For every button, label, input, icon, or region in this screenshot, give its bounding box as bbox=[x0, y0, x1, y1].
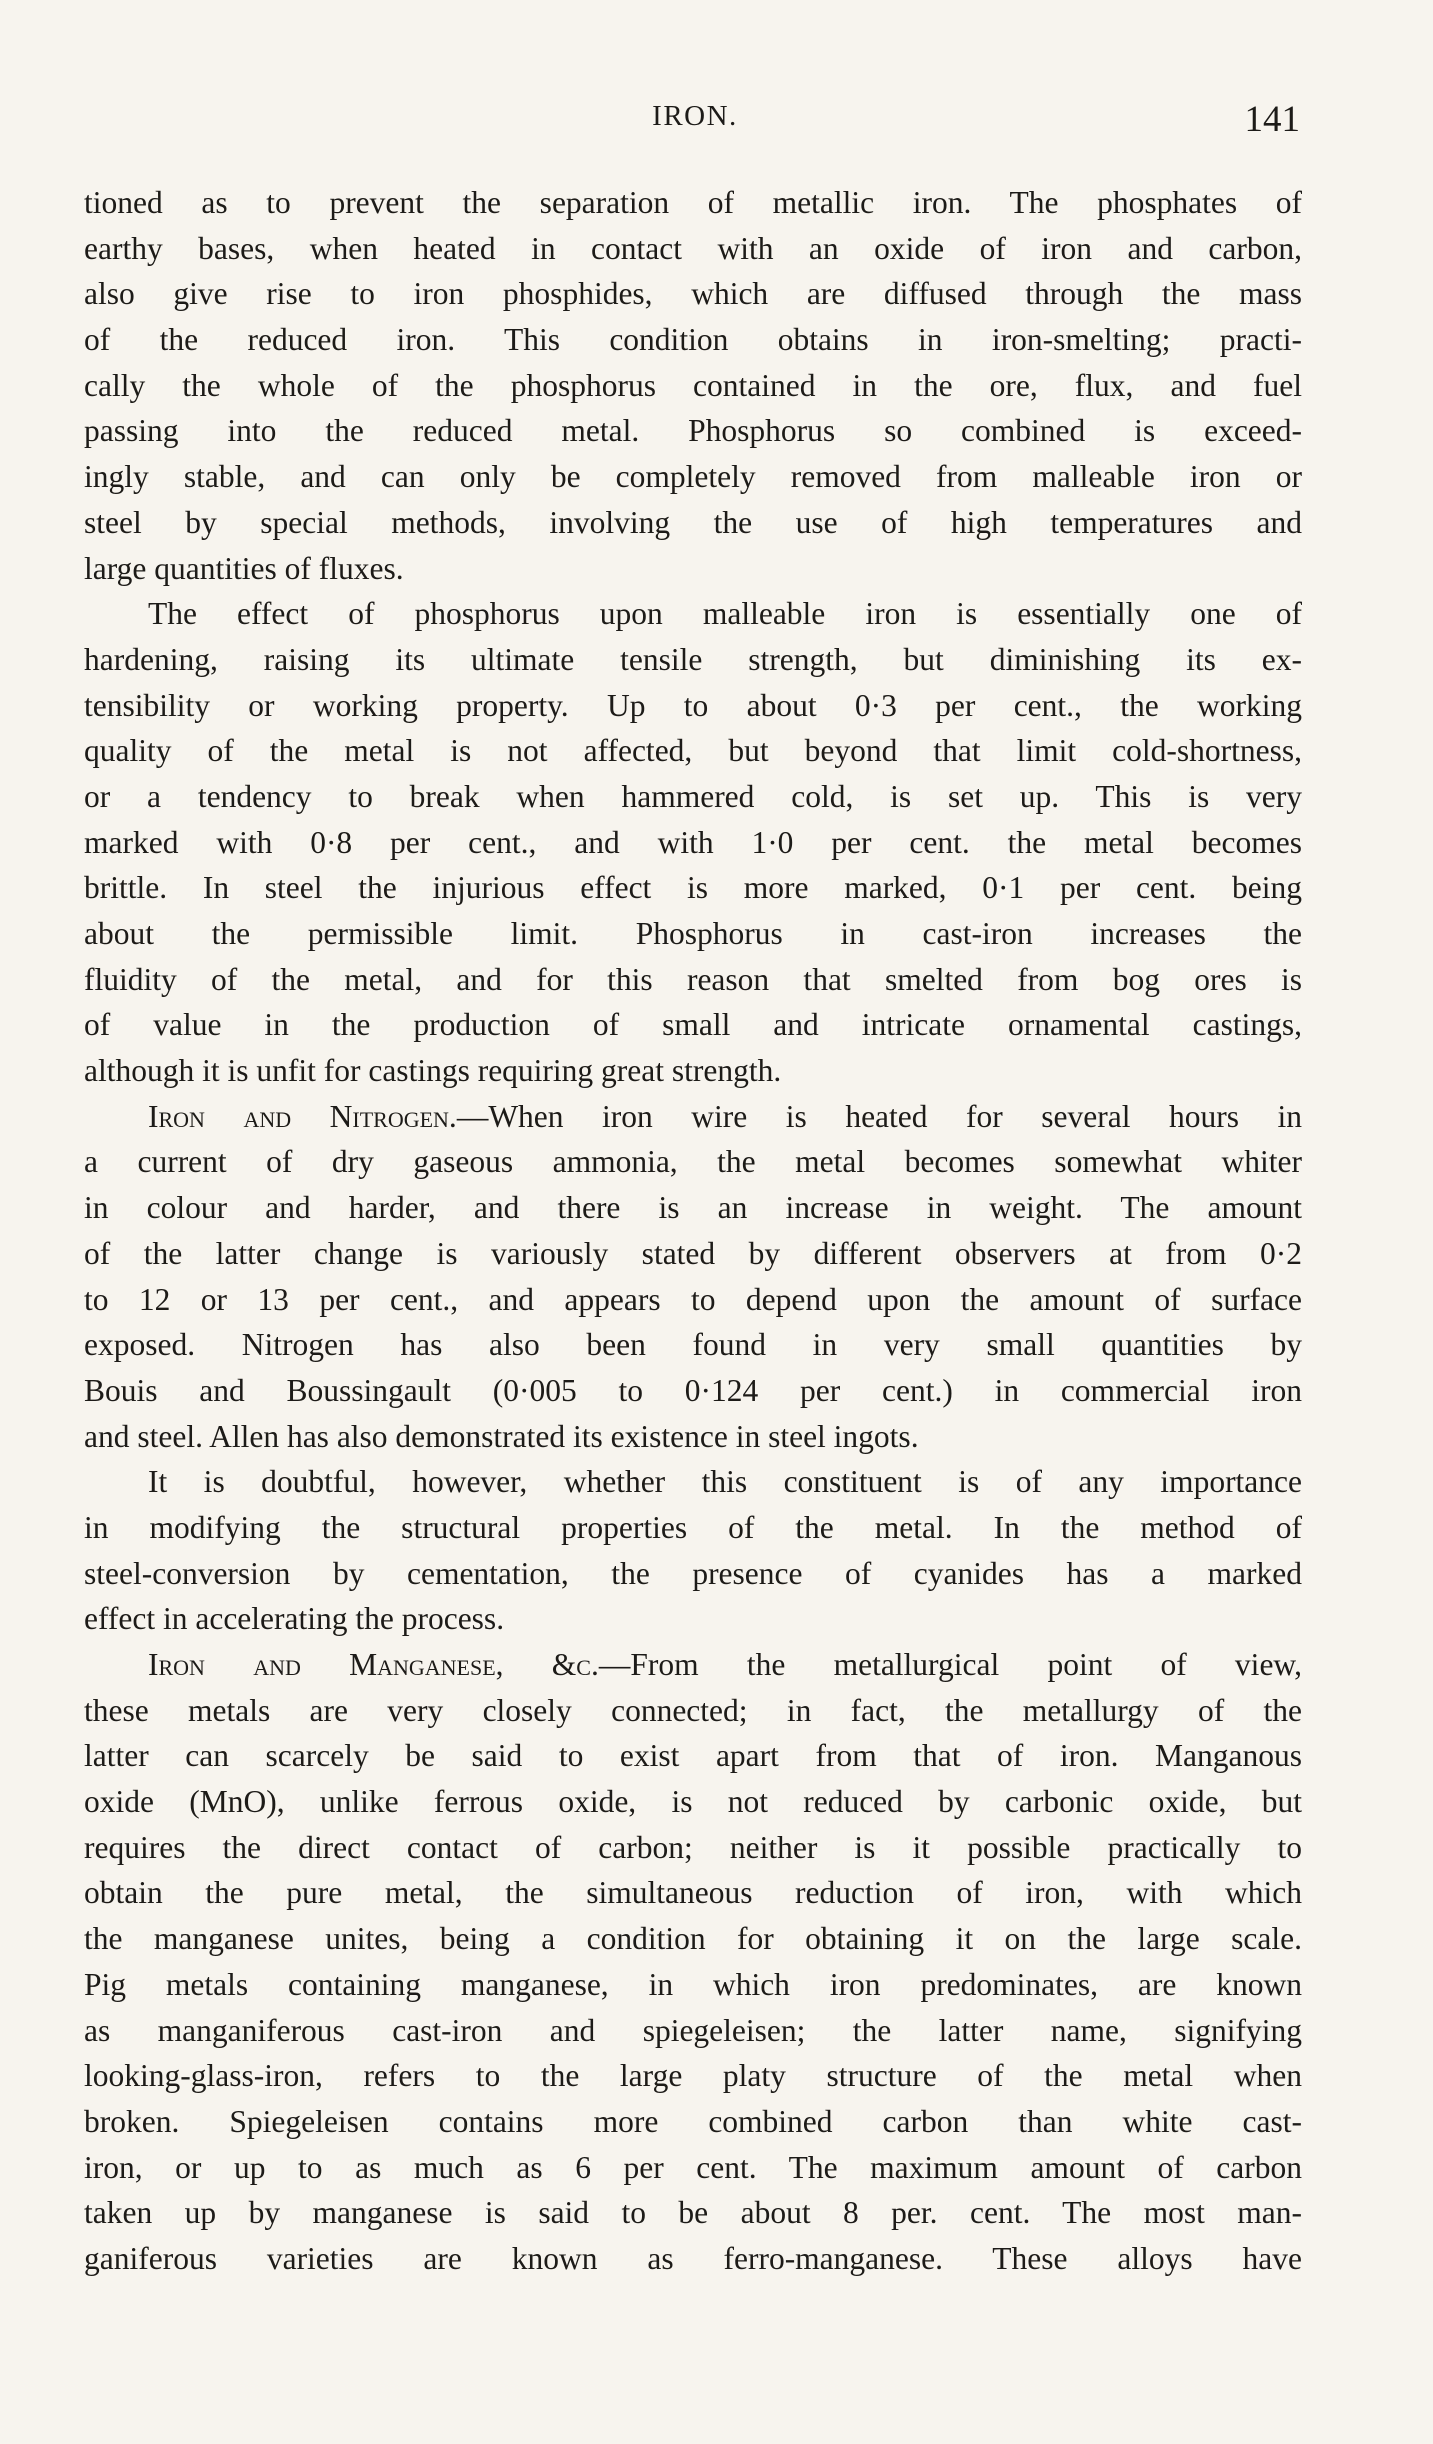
text-line: steel-conversion by cementation, the presence of cyanides has a marked bbox=[84, 1555, 1302, 1591]
text-line: ingly stable, and can only be completely removed from malleable iron or bbox=[84, 459, 1302, 495]
text-line: latter can scarcely be said to exist apart from that of iron. Manganous bbox=[84, 1738, 1302, 1774]
section-heading: Iron and Nitrogen. bbox=[148, 1098, 457, 1134]
text-line: in colour and harder, and there is an increase in weight. The amount bbox=[84, 1190, 1302, 1226]
text-line: hardening, raising its ultimate tensile strength, but diminishing its ex- bbox=[84, 641, 1302, 677]
text-line: or a tendency to break when hammered cold, is set up. This is very bbox=[84, 778, 1302, 814]
text-line: brittle. In steel the injurious effect is more marked, 0·1 per cent. being bbox=[84, 870, 1302, 906]
text-line: of the reduced iron. This condition obtains in iron-smelting; practi- bbox=[84, 322, 1302, 358]
text-line: taken up by manganese is said to be about 8 per. cent. The most man- bbox=[84, 2195, 1302, 2231]
text-line: a current of dry gaseous ammonia, the metal becomes somewhat whiter bbox=[84, 1144, 1302, 1180]
text-run: —From the metallurgical point of view, bbox=[598, 1647, 1302, 1682]
running-head bbox=[84, 100, 1306, 150]
paragraph bbox=[84, 1094, 1302, 1460]
text-line: looking-glass-iron, refers to the large platy structure of the metal when bbox=[84, 2058, 1302, 2094]
text-line: Bouis and Boussingault (0·005 to 0·124 per cent.) in commercial iron bbox=[84, 1372, 1302, 1408]
text-line: passing into the reduced metal. Phosphorus so combined is exceed- bbox=[84, 413, 1302, 449]
body-text bbox=[84, 180, 1302, 2282]
text-line: oxide (MnO), unlike ferrous oxide, is not reduced by carbonic oxide, but bbox=[84, 1784, 1302, 1820]
text-line: about the permissible limit. Phosphorus in cast-iron increases the bbox=[84, 916, 1302, 951]
text-line: of value in the production of small and intricate ornamental castings, bbox=[84, 1007, 1302, 1043]
text-line bbox=[84, 1094, 1302, 1140]
page-number: 141 bbox=[1244, 99, 1300, 140]
text-line: exposed. Nitrogen has also been found in very small quantities by bbox=[84, 1327, 1302, 1363]
text-line: although it is unfit for castings requiring great strength. bbox=[84, 1053, 782, 1089]
paragraph bbox=[84, 180, 1302, 591]
text-line: Pig metals containing manganese, in which iron predominates, are known bbox=[84, 1966, 1302, 2002]
running-title: IRON. bbox=[652, 100, 738, 132]
text-line: the manganese unites, being a condition for obtaining it on the large scale. bbox=[84, 1921, 1302, 1957]
text-line: to 12 or 13 per cent., and appears to depend upon the amount of surface bbox=[84, 1281, 1302, 1317]
paragraph bbox=[84, 1459, 1302, 1642]
text-line: large quantities of fluxes. bbox=[84, 550, 404, 586]
text-line: iron, or up to as much as 6 per cent. The maximum amount of carbon bbox=[84, 2149, 1302, 2185]
text-line: effect in accelerating the process. bbox=[84, 1601, 505, 1637]
text-line: It is doubtful, however, whether this constituent is of any importance bbox=[148, 1464, 1302, 1500]
text-line bbox=[84, 1642, 1302, 1688]
text-line: The effect of phosphorus upon malleable iron is essentially one of bbox=[148, 596, 1302, 632]
text-line: requires the direct contact of carbon; neither is it possible practically to bbox=[84, 1829, 1302, 1865]
text-line: ganiferous varieties are known as ferro-manganese. These alloys have bbox=[84, 2240, 1302, 2276]
text-line: as manganiferous cast-iron and spiegeleisen; the latter name, signifying bbox=[84, 2012, 1302, 2048]
text-line: marked with 0·8 per cent., and with 1·0 per cent. the metal becomes bbox=[84, 824, 1302, 860]
text-line: steel by special methods, involving the use of high temperatures and bbox=[84, 504, 1302, 540]
text-line: of the latter change is variously stated by different observers at from 0·2 bbox=[84, 1235, 1302, 1271]
text-line: obtain the pure metal, the simultaneous reduction of iron, with which bbox=[84, 1875, 1302, 1911]
text-line: tensibility or working property. Up to about 0·3 per cent., the working bbox=[84, 687, 1302, 723]
text-line: and steel. Allen has also demonstrated its existence in steel ingots. bbox=[84, 1418, 919, 1454]
text-line: in modifying the structural properties of the metal. In the method of bbox=[84, 1509, 1302, 1545]
text-run: —When iron wire is heated for several hours in bbox=[456, 1098, 1303, 1134]
text-line: earthy bases, when heated in contact with an oxide of iron and carbon, bbox=[84, 230, 1302, 266]
text-line: tioned as to prevent the separation of metallic iron. The phosphates of bbox=[84, 185, 1302, 220]
text-line: quality of the metal is not affected, but beyond that limit cold-shortness, bbox=[84, 733, 1302, 769]
text-line: cally the whole of the phosphorus contained in the ore, flux, and fuel bbox=[84, 367, 1302, 403]
text-line: these metals are very closely connected; in fact, the metallurgy of the bbox=[84, 1692, 1302, 1728]
text-line: broken. Spiegeleisen contains more combined carbon than white cast- bbox=[84, 2103, 1302, 2139]
paragraph bbox=[84, 1642, 1302, 2282]
paragraph bbox=[84, 591, 1302, 1094]
text-line: also give rise to iron phosphides, which are diffused through the mass bbox=[84, 276, 1302, 312]
section-heading: Iron and Manganese, &c. bbox=[148, 1647, 599, 1682]
text-line: fluidity of the metal, and for this reason that smelted from bog ores is bbox=[84, 961, 1302, 997]
